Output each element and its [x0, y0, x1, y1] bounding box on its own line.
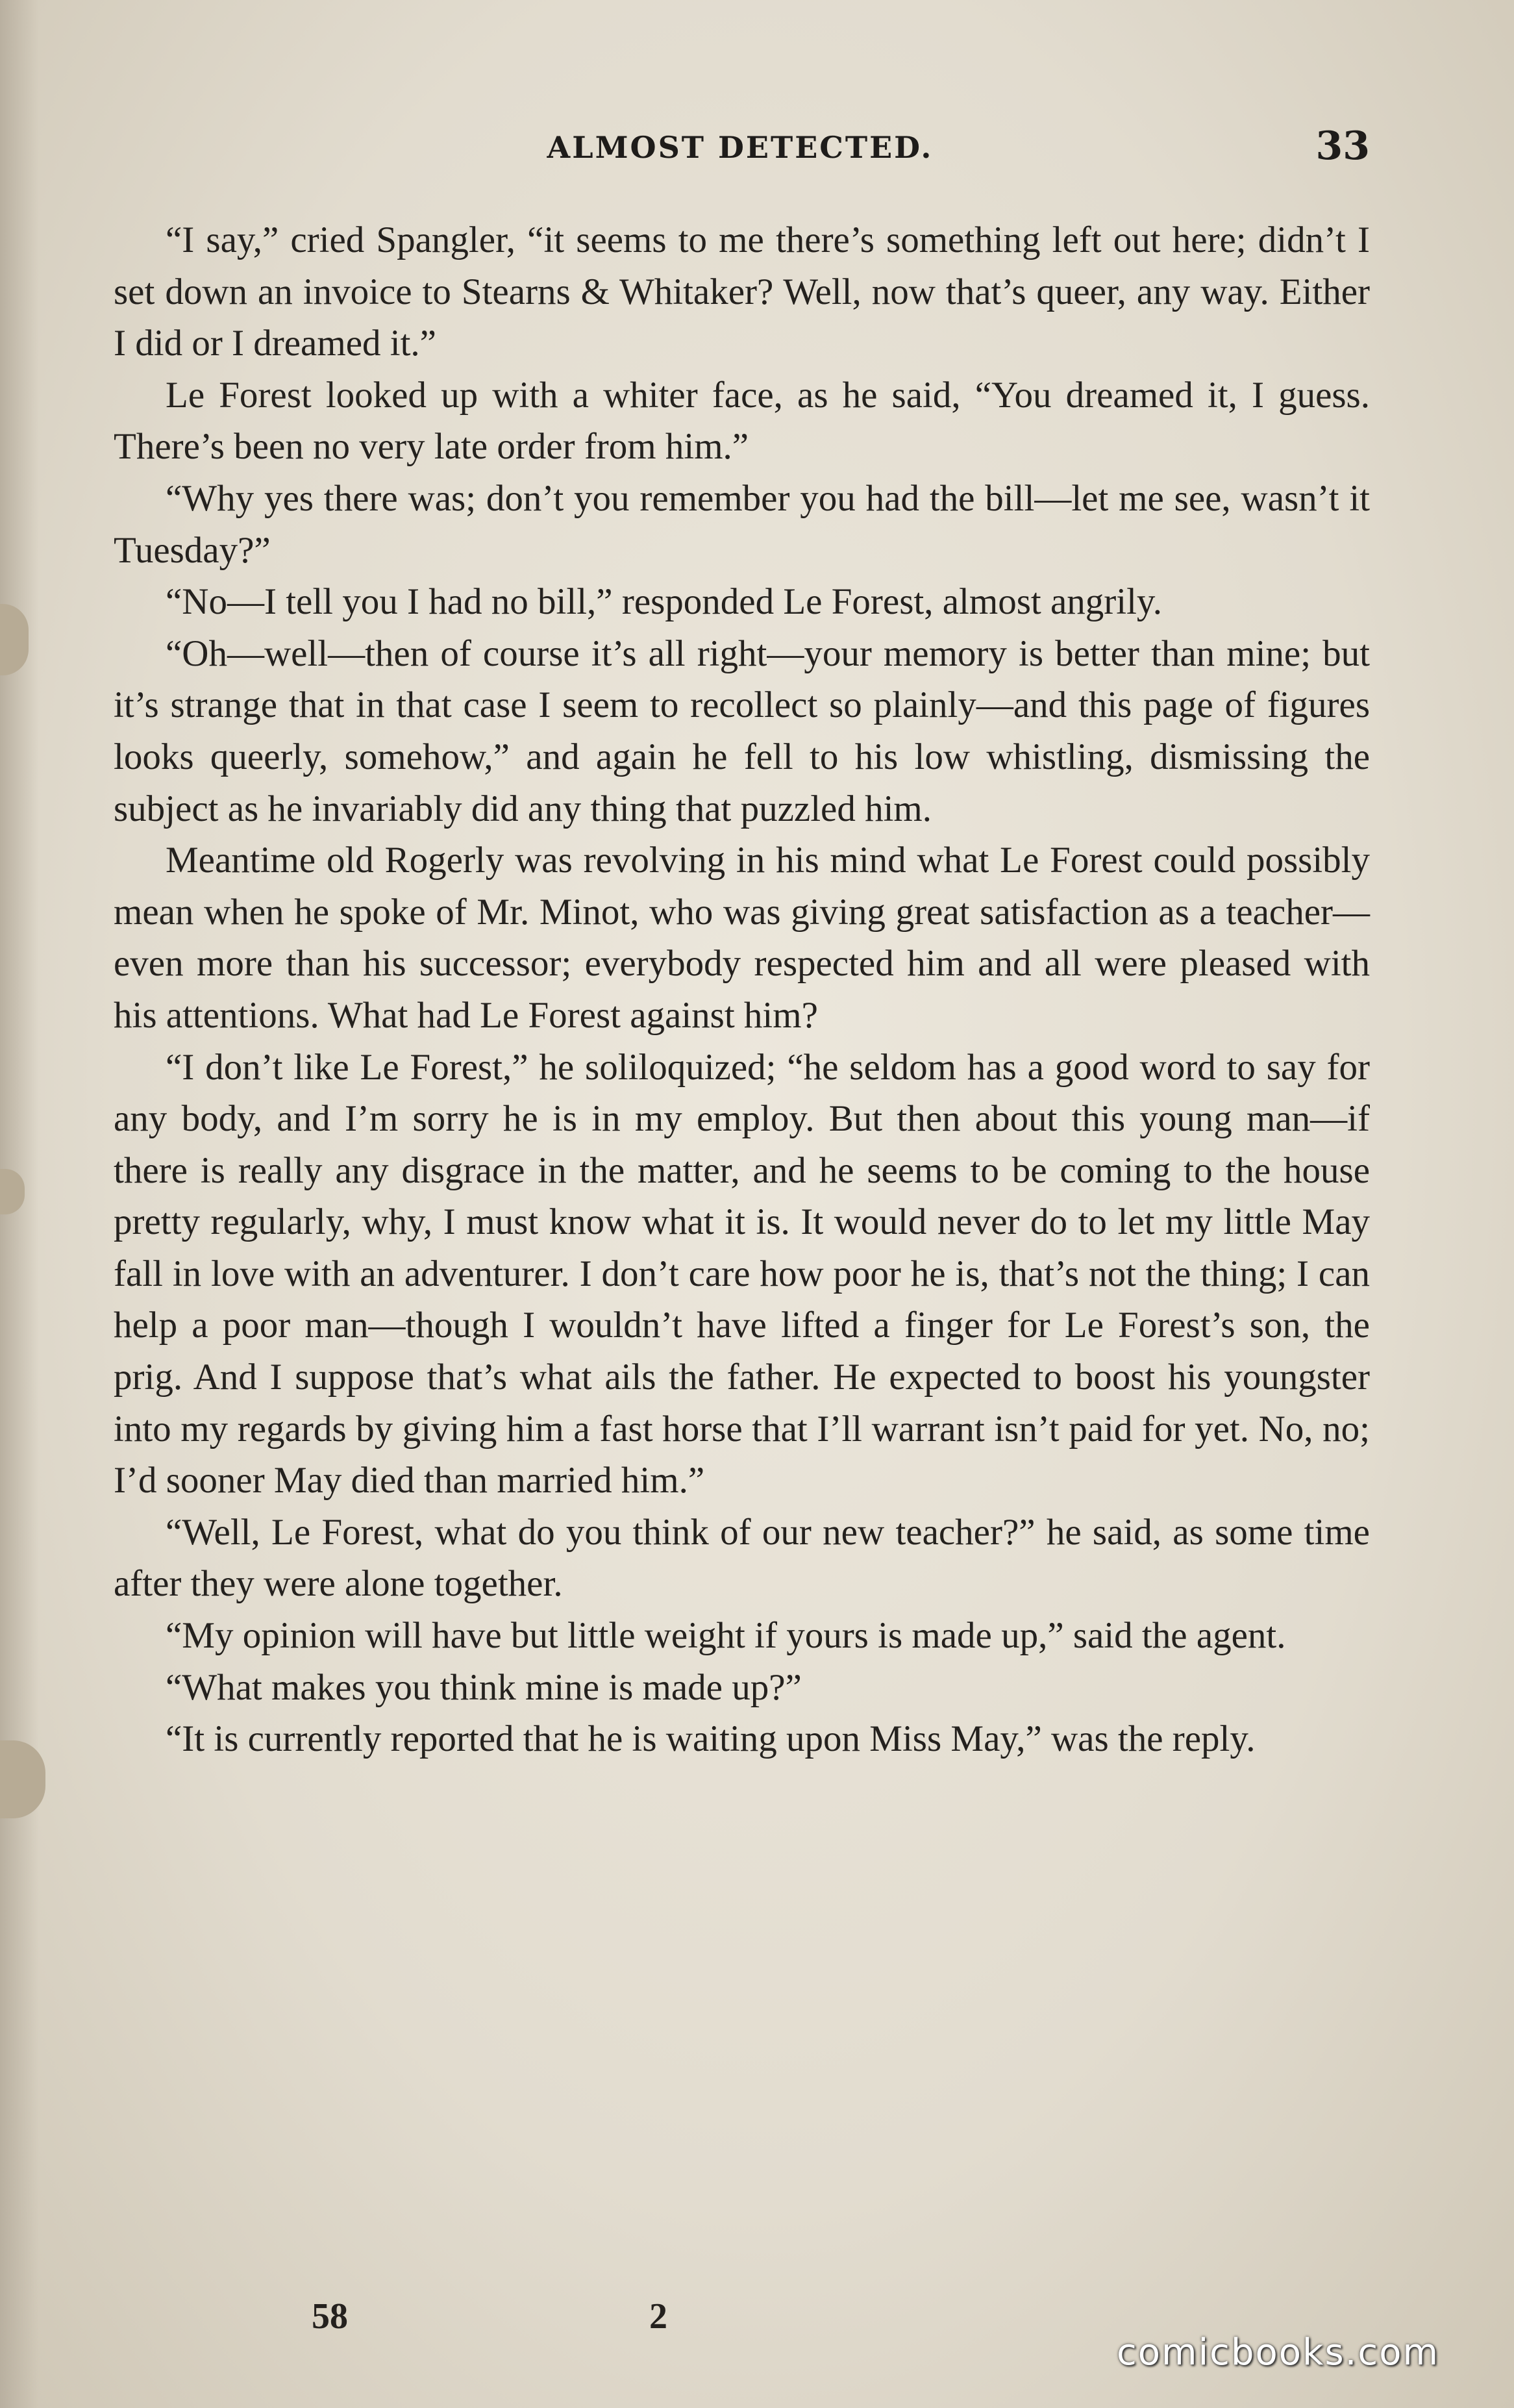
paragraph: “It is currently reported that he is waiting upon Miss May,” was the reply.: [166, 1718, 1256, 1760]
page-number: 33: [1315, 123, 1370, 169]
watermark: comicbooks.com: [1117, 2331, 1440, 2374]
paragraph: “Why yes there was; don’t you remember you had the bill—let me see, wasn’t it Tuesday?”: [114, 477, 1370, 571]
paragraph: Le Forest looked up with a whiter face, as he said, “You dreamed it, I guess. There’s been no very late order from him.”: [114, 374, 1370, 468]
paragraph: “My opinion will have but little weight if yours is made up,” said the agent.: [166, 1615, 1286, 1657]
paragraph: “Oh—well—then of course it’s all right—your memory is better than mine; but it’s strange that in that case I seem to recollect so plainly—and this page of figures looks queerly, somehow,” and again he fell to his low whistling, dismissing the subject as he invariably did any thing that puzzled him.: [114, 633, 1370, 829]
running-head: ALMOST DETECTED.: [547, 130, 934, 165]
page-header: [110, 123, 1370, 175]
paragraph: “I say,” cried Spangler, “it seems to me there’s something left out here; didn’t I set down an invoice to Stearns & Whitaker? Well, now that’s queer, any way. Either I did or I dreamed it.”: [114, 219, 1370, 364]
page-footer: [312, 2296, 701, 2348]
paragraph: “What makes you think mine is made up?”: [166, 1666, 802, 1708]
signature-number: 2: [649, 2296, 667, 2337]
paragraph: “Well, Le Forest, what do you think of our new teacher?” he said, as some time after they were alone together.: [114, 1511, 1370, 1605]
paragraph: Meantime old Rogerly was revolving in his mind what Le Forest could possibly mean when he spoke of Mr. Minot, who was giving great satisfaction as a teacher—even more than his successor; everybody respected him and all were pleased with his attentions. What had Le Forest against him?: [114, 840, 1370, 1036]
paragraph: “I don’t like Le Forest,” he soliloquized; “he seldom has a good word to say for any body, and I’m sorry he is in my employ. But then about this young man—if there is really any disgrace in the matter, and he seems to be coming to the house pretty regularly, why, I must know what it is. It would never do to let my little May fall in love with an adventurer. I don’t care how poor he is, that’s not the thing; I can help a poor man—though I wouldn’t have lifted a finger for Le Forest’s son, the prig. And I suppose that’s what ails the father. He expected to boost his youngster into my regards by giving him a fast horse that I’ll warrant isn’t paid for yet. No, no; I’d sooner May died than married him.”: [114, 1046, 1370, 1501]
paragraph: “No—I tell you I had no bill,” responded Le Forest, almost angrily.: [166, 581, 1162, 623]
signature-mark: 58: [312, 2296, 348, 2337]
body-text: [114, 214, 1370, 1765]
